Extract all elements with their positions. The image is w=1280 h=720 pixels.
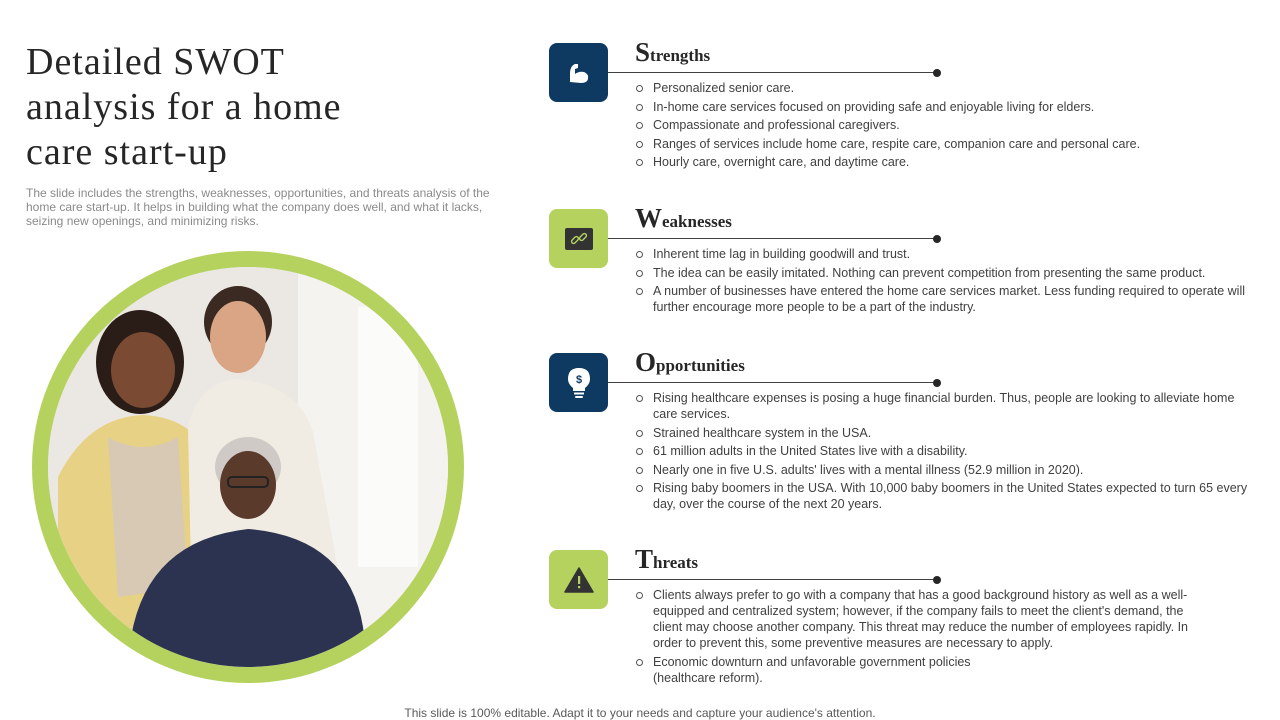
list-item: Rising healthcare expenses is posing a huge financial burden. Thus, people are looking to alleviate home care services. [635, 390, 1255, 422]
list-item: Rising baby boomers in the USA. With 10,000 baby boomers in the United States expected to turn 65 every day, over the course of the next 20 years. [635, 480, 1255, 512]
divider-dot [933, 576, 941, 584]
opportunities-list [635, 390, 1255, 515]
threats-title: Threats [635, 544, 699, 574]
weaknesses-icon-box [549, 209, 608, 268]
broken-link-icon [565, 228, 593, 250]
divider-line [608, 238, 937, 239]
list-item: Hourly care, overnight care, and daytime care. [635, 154, 1255, 170]
opportunities-icon-box [549, 353, 608, 412]
list-item: Clients always prefer to go with a company that has a good background history as well as a well-equipped and centralized system; however, if the company fails to meet the client's demand, the client may choose another company. This threat may reduce the number of employees rapidly. In order to prevent this, some preventive measures are necessary to apply. [635, 587, 1215, 651]
list-item: Inherent time lag in building goodwill and trust. [635, 246, 1255, 262]
lightbulb-dollar-icon [567, 367, 591, 399]
divider-line [608, 579, 937, 580]
threats-list [635, 587, 1215, 688]
divider-dot [933, 379, 941, 387]
list-item: Strained healthcare system in the USA. [635, 425, 1255, 441]
footer-note: This slide is 100% editable. Adapt it to your needs and capture your audience's attention. [404, 706, 876, 720]
strengths-icon-box [549, 43, 608, 102]
weaknesses-title: Weaknesses [635, 203, 732, 233]
strengths-title: Strengths [635, 37, 711, 67]
divider-line [608, 72, 937, 73]
list-item: 61 million adults in the United States live with a disability. [635, 443, 1255, 459]
list-item: The idea can be easily imitated. Nothing can prevent competition from presenting the same product. [635, 265, 1255, 281]
list-item: Economic downturn and unfavorable government policies (healthcare reform). [635, 654, 1215, 686]
svg-text:$: $ [575, 373, 582, 386]
divider-dot [933, 69, 941, 77]
threats-icon-box [549, 550, 608, 609]
caregivers-photo [48, 267, 448, 667]
list-item: Ranges of services include home care, respite care, companion care and personal care. [635, 136, 1255, 152]
list-item: Personalized senior care. [635, 80, 1255, 96]
page-subtitle: The slide includes the strengths, weaknesses, opportunities, and threats analysis of the home care start-up. It helps in building what the company does well, and what it lacks, seizing new openings, and minimizing risks. [26, 186, 490, 228]
list-item: Nearly one in five U.S. adults' lives with a mental illness (52.9 million in 2020). [635, 462, 1255, 478]
flexed-arm-icon [566, 60, 592, 86]
list-item: A number of businesses have entered the home care services market. Less funding required to operate will further encourage more people to be a part of the industry. [635, 283, 1255, 315]
divider-line [608, 382, 937, 383]
weaknesses-list [635, 246, 1255, 318]
list-item: Compassionate and professional caregivers. [635, 117, 1255, 133]
page-title: Detailed SWOT analysis for a home care start-up [26, 41, 342, 173]
strengths-list [635, 80, 1255, 173]
list-item: In-home care services focused on providing safe and enjoyable living for elders. [635, 99, 1255, 115]
opportunities-title: Opportunities [635, 347, 745, 377]
divider-dot [933, 235, 941, 243]
warning-triangle-icon [564, 567, 594, 593]
